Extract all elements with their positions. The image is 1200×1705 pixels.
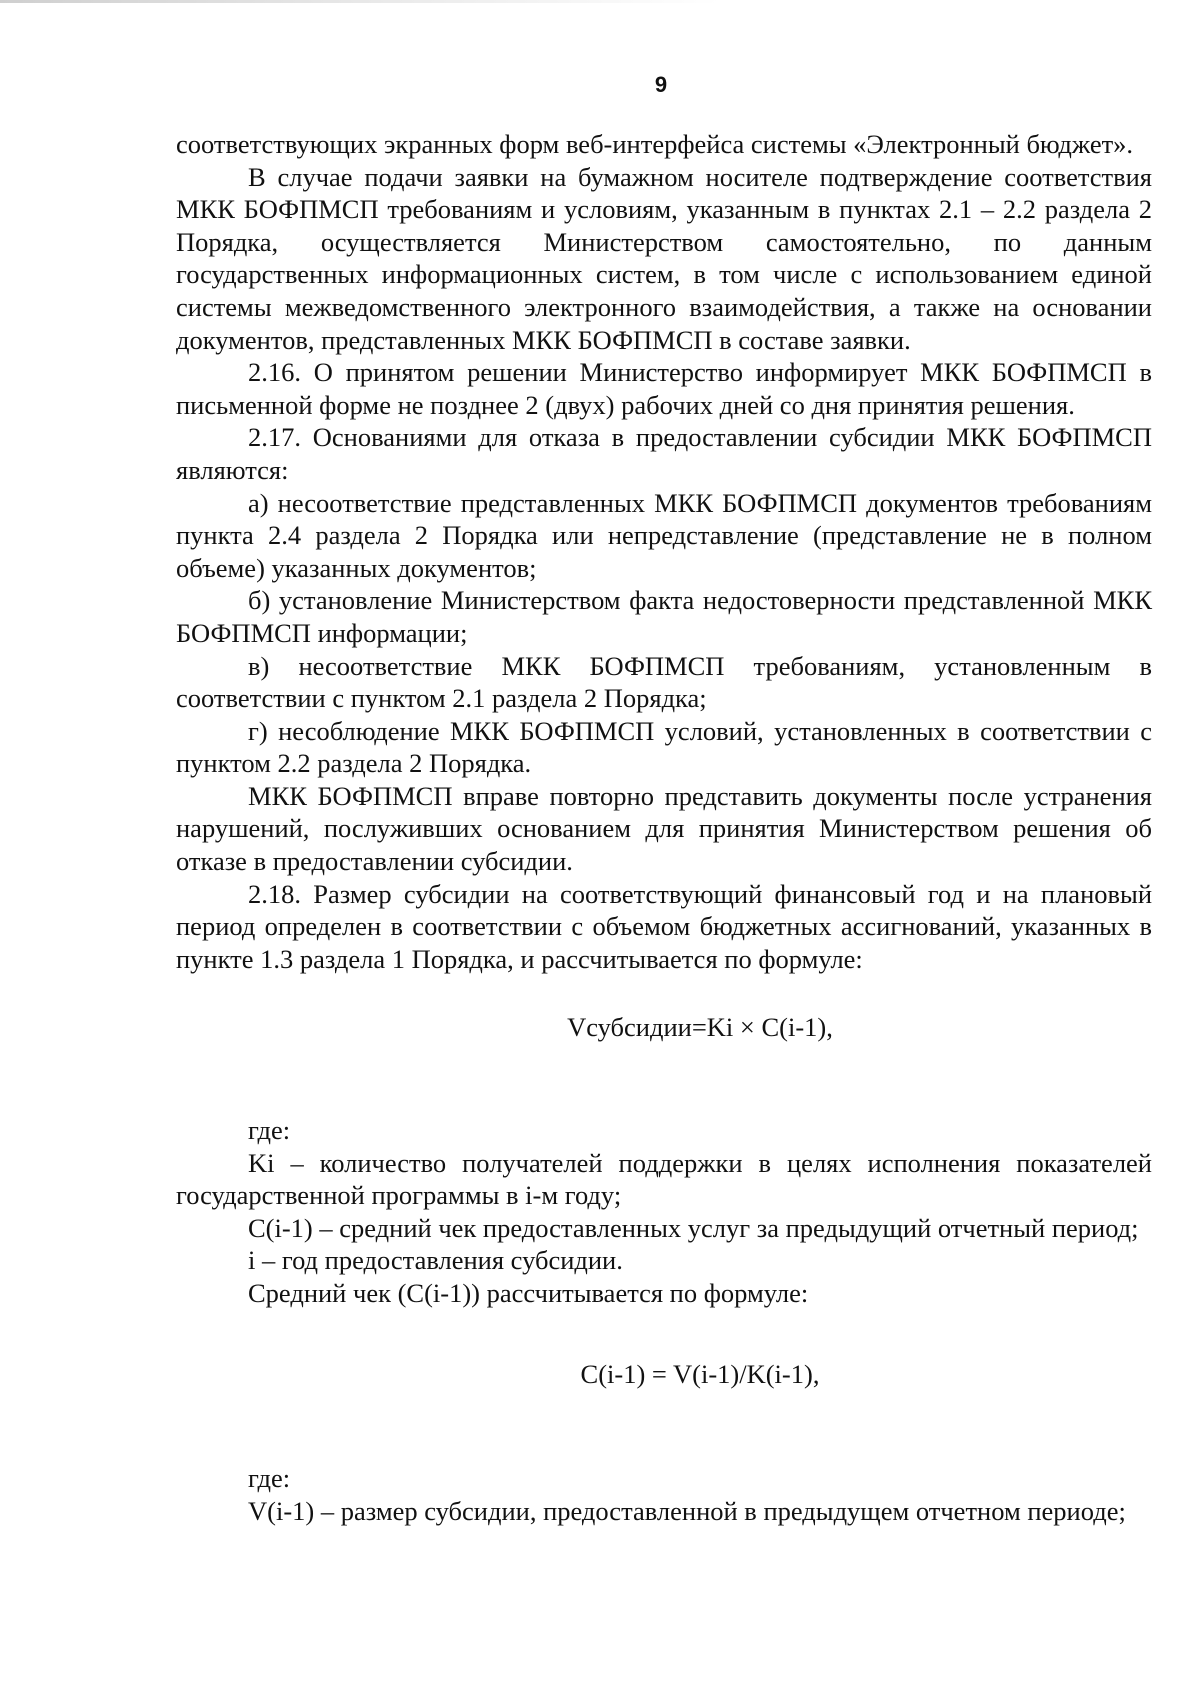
list-item-b: б) установление Министерством факта недостоверности представленной МКК БОФПМСП информации; xyxy=(176,585,1152,648)
paragraph-paper-application: В случае подачи заявки на бумажном носителе подтверждение соответствия МКК БОФПМСП требованиям и условиям, указанным в пунктах 2.1 – 2.2 раздела 2 Порядка, осуществляется Министерством самостоятельно, по данным государственных информационных систем, в том числе с использованием единой системы межведомственного электронного взаимодействия, а также на основании документов, представленных МКК БОФПМСП в составе заявки. xyxy=(176,161,1152,355)
list-item-v: в) несоответствие МКК БОФПМСП требованиям, установленным в соответствии с пунктом 2.1 раздела 2 Порядка; xyxy=(176,650,1152,714)
paragraph-2-18: 2.18. Размер субсидии на соответствующий финансовый год и на плановый период определен в соответствии с объемом бюджетных ассигнований, указанных в пункте 1.3 раздела 1 Порядка, и рассчитывается по формуле: xyxy=(176,878,1152,974)
list-item-g: г) несоблюдение МКК БОФПМСП условий, установленных в соответствии с пунктом 2.2 раздела 2 Порядка. xyxy=(176,715,1152,779)
formula-subsidy: Vсубсидии=Ki × C(i-1), xyxy=(567,1012,833,1043)
page-number: 9 xyxy=(654,72,668,97)
paragraph-2-17: 2.17. Основаниями для отказа в предоставлении субсидии МКК БОФПМСП являются: xyxy=(176,422,1152,485)
document-body xyxy=(176,128,1152,1527)
definition-v: V(i-1) – размер субсидии, предоставленной в предыдущем отчетном периоде; xyxy=(248,1495,1126,1526)
formula-average-check: C(i-1) = V(i-1)/K(i-1), xyxy=(580,1358,820,1389)
paragraph-average-check: Средний чек (C(i-1)) рассчитывается по формуле: xyxy=(248,1278,809,1308)
definition-c: C(i-1) – средний чек предоставленных услуг за предыдущий отчетный период; xyxy=(248,1212,1139,1243)
definition-ki: Ki – количество получателей поддержки в целях исполнения показателей государственной программы в i-м году; xyxy=(176,1147,1152,1211)
paragraph-resubmission: МКК БОФПМСП вправе повторно представить документы после устранения нарушений, послуживших основанием для принятия Министерством решения об отказе в предоставлении субсидии. xyxy=(176,780,1152,877)
definition-i: i – год предоставления субсидии. xyxy=(248,1245,623,1276)
scan-edge xyxy=(0,0,1200,3)
paragraph-continuation: соответствующих экранных форм веб-интерфейса системы «Электронный бюджет». xyxy=(176,129,1134,159)
where-label: где: xyxy=(248,1115,291,1146)
paragraph-2-16: 2.16. О принятом решении Министерство информирует МКК БОФПМСП в письменной форме не позднее 2 (двух) рабочих дней со дня принятия решения. xyxy=(176,357,1152,420)
list-item-a: а) несоответствие представленных МКК БОФПМСП документов требованиям пункта 2.4 раздела 2 Порядка или непредставление (представление не в полном объеме) указанных документов; xyxy=(176,487,1152,583)
where-label-2: где: xyxy=(248,1463,291,1494)
